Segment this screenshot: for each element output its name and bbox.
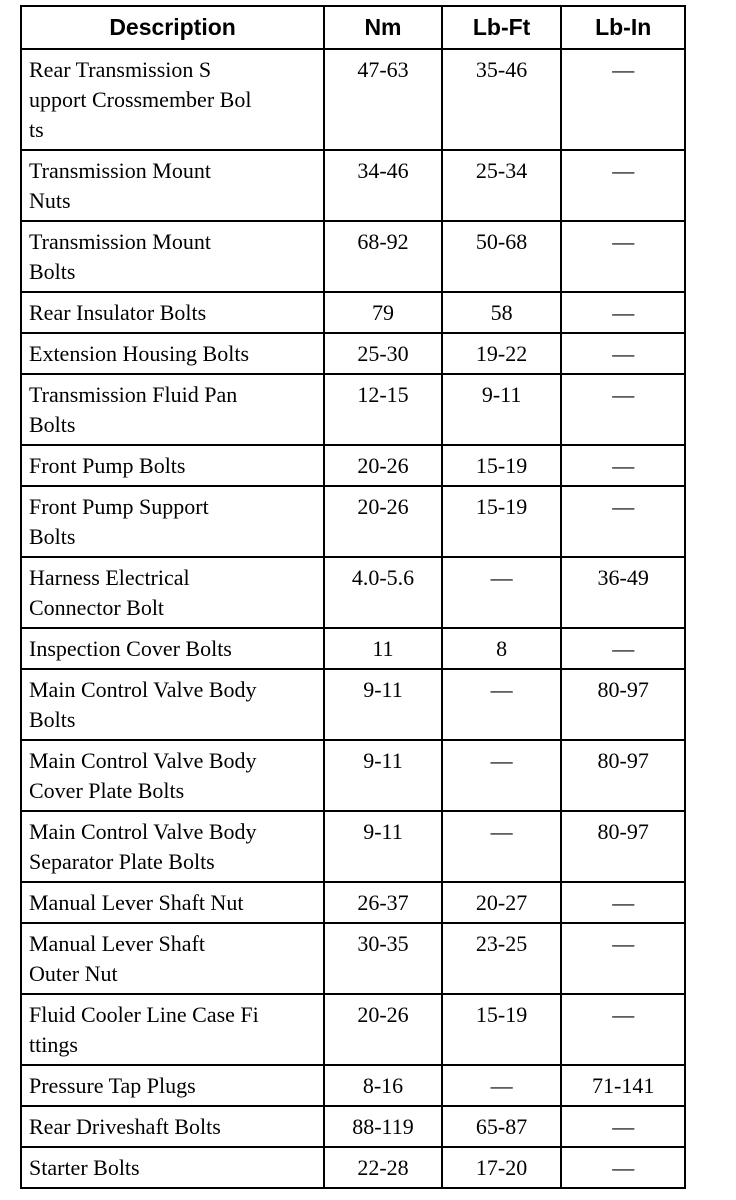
lbin-cell: — — [561, 49, 685, 150]
lbft-cell: 50-68 — [442, 221, 562, 292]
lbin-cell: — — [561, 994, 685, 1065]
nm-cell: 11 — [324, 628, 442, 669]
header-lbin: Lb-In — [561, 6, 685, 49]
nm-cell: 34-46 — [324, 150, 442, 221]
description-cell: Extension Housing Bolts — [21, 333, 324, 374]
lbin-cell: — — [561, 150, 685, 221]
lbft-cell: — — [442, 557, 562, 628]
table-row — [21, 445, 685, 486]
lbft-cell: 65-87 — [442, 1106, 562, 1147]
description-cell: Harness Electrical Connector Bolt — [21, 557, 324, 628]
lbin-cell: — — [561, 1147, 685, 1188]
lbin-cell: 36-49 — [561, 557, 685, 628]
lbft-cell: 58 — [442, 292, 562, 333]
table-row — [21, 150, 685, 221]
nm-cell: 9-11 — [324, 669, 442, 740]
table-row — [21, 811, 685, 882]
description-cell: Rear Transmission S upport Crossmember Bol ts — [21, 49, 324, 150]
nm-cell: 20-26 — [324, 994, 442, 1065]
lbin-cell: — — [561, 445, 685, 486]
table-header — [21, 6, 685, 49]
nm-cell: 12-15 — [324, 374, 442, 445]
nm-cell: 9-11 — [324, 811, 442, 882]
nm-cell: 30-35 — [324, 923, 442, 994]
description-cell: Inspection Cover Bolts — [21, 628, 324, 669]
description-cell: Main Control Valve Body Bolts — [21, 669, 324, 740]
nm-cell: 20-26 — [324, 486, 442, 557]
table-row — [21, 1065, 685, 1106]
nm-cell: 22-28 — [324, 1147, 442, 1188]
description-cell: Transmission Mount Nuts — [21, 150, 324, 221]
table-row — [21, 292, 685, 333]
lbft-cell: 25-34 — [442, 150, 562, 221]
torque-spec-table — [20, 5, 686, 1189]
lbin-cell: — — [561, 221, 685, 292]
table-row — [21, 628, 685, 669]
lbft-cell: — — [442, 1065, 562, 1106]
table-row — [21, 994, 685, 1065]
nm-cell: 4.0-5.6 — [324, 557, 442, 628]
lbft-cell: — — [442, 669, 562, 740]
description-cell: Transmission Fluid Pan Bolts — [21, 374, 324, 445]
table-row — [21, 374, 685, 445]
lbin-cell: 80-97 — [561, 811, 685, 882]
lbft-cell: 15-19 — [442, 486, 562, 557]
description-cell: Main Control Valve Body Separator Plate Bolts — [21, 811, 324, 882]
lbft-cell: 20-27 — [442, 882, 562, 923]
header-description: Description — [21, 6, 324, 49]
nm-cell: 68-92 — [324, 221, 442, 292]
header-row — [21, 6, 685, 49]
table-row — [21, 221, 685, 292]
lbin-cell: — — [561, 374, 685, 445]
lbin-cell: 80-97 — [561, 740, 685, 811]
lbin-cell: — — [561, 923, 685, 994]
lbft-cell: 35-46 — [442, 49, 562, 150]
table-row — [21, 1147, 685, 1188]
nm-cell: 47-63 — [324, 49, 442, 150]
lbft-cell: 8 — [442, 628, 562, 669]
nm-cell: 79 — [324, 292, 442, 333]
table-body — [21, 49, 685, 1188]
lbft-cell: 23-25 — [442, 923, 562, 994]
description-cell: Manual Lever Shaft Nut — [21, 882, 324, 923]
table-row — [21, 923, 685, 994]
table-row — [21, 669, 685, 740]
description-cell: Manual Lever Shaft Outer Nut — [21, 923, 324, 994]
lbft-cell: — — [442, 811, 562, 882]
lbin-cell: 71-141 — [561, 1065, 685, 1106]
nm-cell: 88-119 — [324, 1106, 442, 1147]
lbft-cell: 15-19 — [442, 994, 562, 1065]
table-row — [21, 49, 685, 150]
lbin-cell: — — [561, 292, 685, 333]
header-lbft: Lb-Ft — [442, 6, 562, 49]
description-cell: Pressure Tap Plugs — [21, 1065, 324, 1106]
table-row — [21, 882, 685, 923]
table-row — [21, 486, 685, 557]
table-row — [21, 740, 685, 811]
lbft-cell: 15-19 — [442, 445, 562, 486]
description-cell: Main Control Valve Body Cover Plate Bolts — [21, 740, 324, 811]
description-cell: Front Pump Bolts — [21, 445, 324, 486]
description-cell: Transmission Mount Bolts — [21, 221, 324, 292]
nm-cell: 8-16 — [324, 1065, 442, 1106]
table-row — [21, 557, 685, 628]
nm-cell: 9-11 — [324, 740, 442, 811]
nm-cell: 25-30 — [324, 333, 442, 374]
nm-cell: 20-26 — [324, 445, 442, 486]
description-cell: Starter Bolts — [21, 1147, 324, 1188]
nm-cell: 26-37 — [324, 882, 442, 923]
lbin-cell: 80-97 — [561, 669, 685, 740]
description-cell: Front Pump Support Bolts — [21, 486, 324, 557]
lbin-cell: — — [561, 628, 685, 669]
lbin-cell: — — [561, 1106, 685, 1147]
lbin-cell: — — [561, 486, 685, 557]
lbft-cell: 17-20 — [442, 1147, 562, 1188]
description-cell: Fluid Cooler Line Case Fi ttings — [21, 994, 324, 1065]
lbin-cell: — — [561, 333, 685, 374]
table-row — [21, 333, 685, 374]
header-nm: Nm — [324, 6, 442, 49]
table-row — [21, 1106, 685, 1147]
lbft-cell: 19-22 — [442, 333, 562, 374]
lbft-cell: — — [442, 740, 562, 811]
lbft-cell: 9-11 — [442, 374, 562, 445]
description-cell: Rear Insulator Bolts — [21, 292, 324, 333]
description-cell: Rear Driveshaft Bolts — [21, 1106, 324, 1147]
lbin-cell: — — [561, 882, 685, 923]
